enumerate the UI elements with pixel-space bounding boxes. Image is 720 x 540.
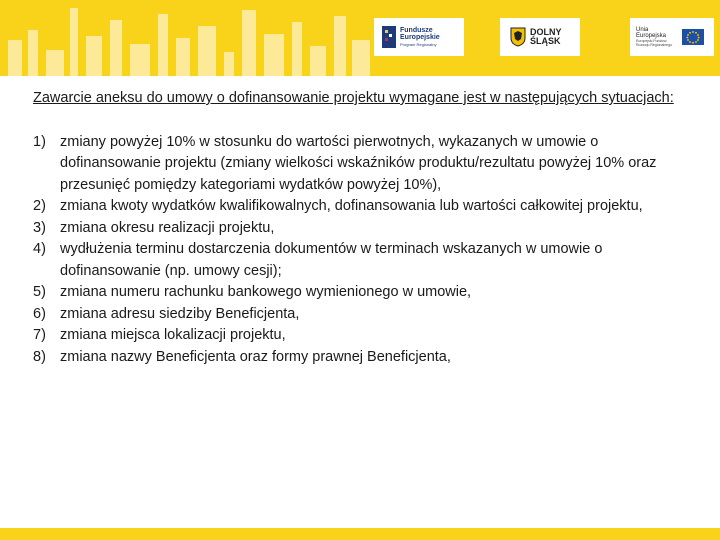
- eu-flag-icon: [682, 29, 704, 45]
- fe-line2: Europejskie: [400, 34, 440, 41]
- list-item: [33, 132, 693, 197]
- banner-pattern: [0, 0, 378, 76]
- item-number: 6): [33, 305, 46, 322]
- fe-star-mark-icon: [382, 26, 396, 48]
- list-item: [33, 239, 693, 282]
- ue-sub1: Europejski Fundusz: [636, 38, 667, 43]
- item-number: 7): [33, 327, 46, 343]
- list-item: [33, 282, 693, 304]
- intro-heading: Zawarcie aneksu do umowy o dofinansowanie projektu wymagane jest w następujących sytuacjach:: [33, 90, 674, 106]
- situations-list: [33, 132, 693, 369]
- ue-title: Unia Europejska: [636, 26, 667, 40]
- footer-bar: [0, 528, 720, 540]
- item-text: zmiana adresu siedziby Beneficjenta,: [60, 305, 300, 322]
- logo-dolny-slask: [500, 18, 580, 56]
- item-text: zmiana miejsca lokalizacji projektu,: [60, 327, 286, 343]
- fe-line1: Fundusze: [400, 27, 433, 34]
- logo-fundusze-europejskie: [374, 18, 464, 56]
- list-item: [33, 325, 693, 347]
- fe-sub: Program Regionalny: [400, 42, 437, 47]
- item-number: 3): [33, 219, 46, 236]
- ds-line1: DOLNY: [530, 27, 562, 37]
- item-number: 4): [33, 241, 46, 257]
- item-text: zmiana nazwy Beneficjenta oraz formy prawnej Beneficjenta,: [60, 348, 451, 365]
- item-number: 8): [33, 348, 46, 365]
- item-text: zmiany powyżej 10% w stosunku do wartości pierwotnych, wykazanych w umowie o dofinansowanie projektu (zmiany wielkości wskaźników produktu/rezultatu powyżej 10% oraz przesunięć pomiędzy kategoriami wydatków powyżej 10%),: [60, 133, 657, 193]
- ds-line2: ŚLĄSK: [530, 36, 561, 46]
- eagle-crest-icon: [510, 27, 526, 47]
- document-body: [33, 88, 693, 368]
- header-banner: [0, 0, 720, 76]
- list-item: [33, 347, 693, 369]
- list-item: [33, 196, 693, 218]
- item-number: 2): [33, 198, 46, 214]
- item-text: zmiana numeru rachunku bankowego wymienionego w umowie,: [60, 284, 472, 300]
- ue-sub2: Rozwoju Regionalnego: [636, 42, 672, 47]
- item-number: 1): [33, 133, 46, 150]
- item-text: wydłużenia terminu dostarczenia dokumentów w terminach wskazanych w umowie o dofinansowanie (np. umowy cesji);: [60, 241, 603, 279]
- decorative-squares-icon: [0, 0, 378, 76]
- list-item: [33, 218, 693, 240]
- list-item: [33, 304, 693, 326]
- logo-unia-europejska: [630, 18, 714, 56]
- item-text: zmiana okresu realizacji projektu,: [60, 219, 275, 236]
- item-text: zmiana kwoty wydatków kwalifikowalnych, dofinansowania lub wartości całkowitej projektu,: [60, 198, 643, 214]
- item-number: 5): [33, 284, 46, 300]
